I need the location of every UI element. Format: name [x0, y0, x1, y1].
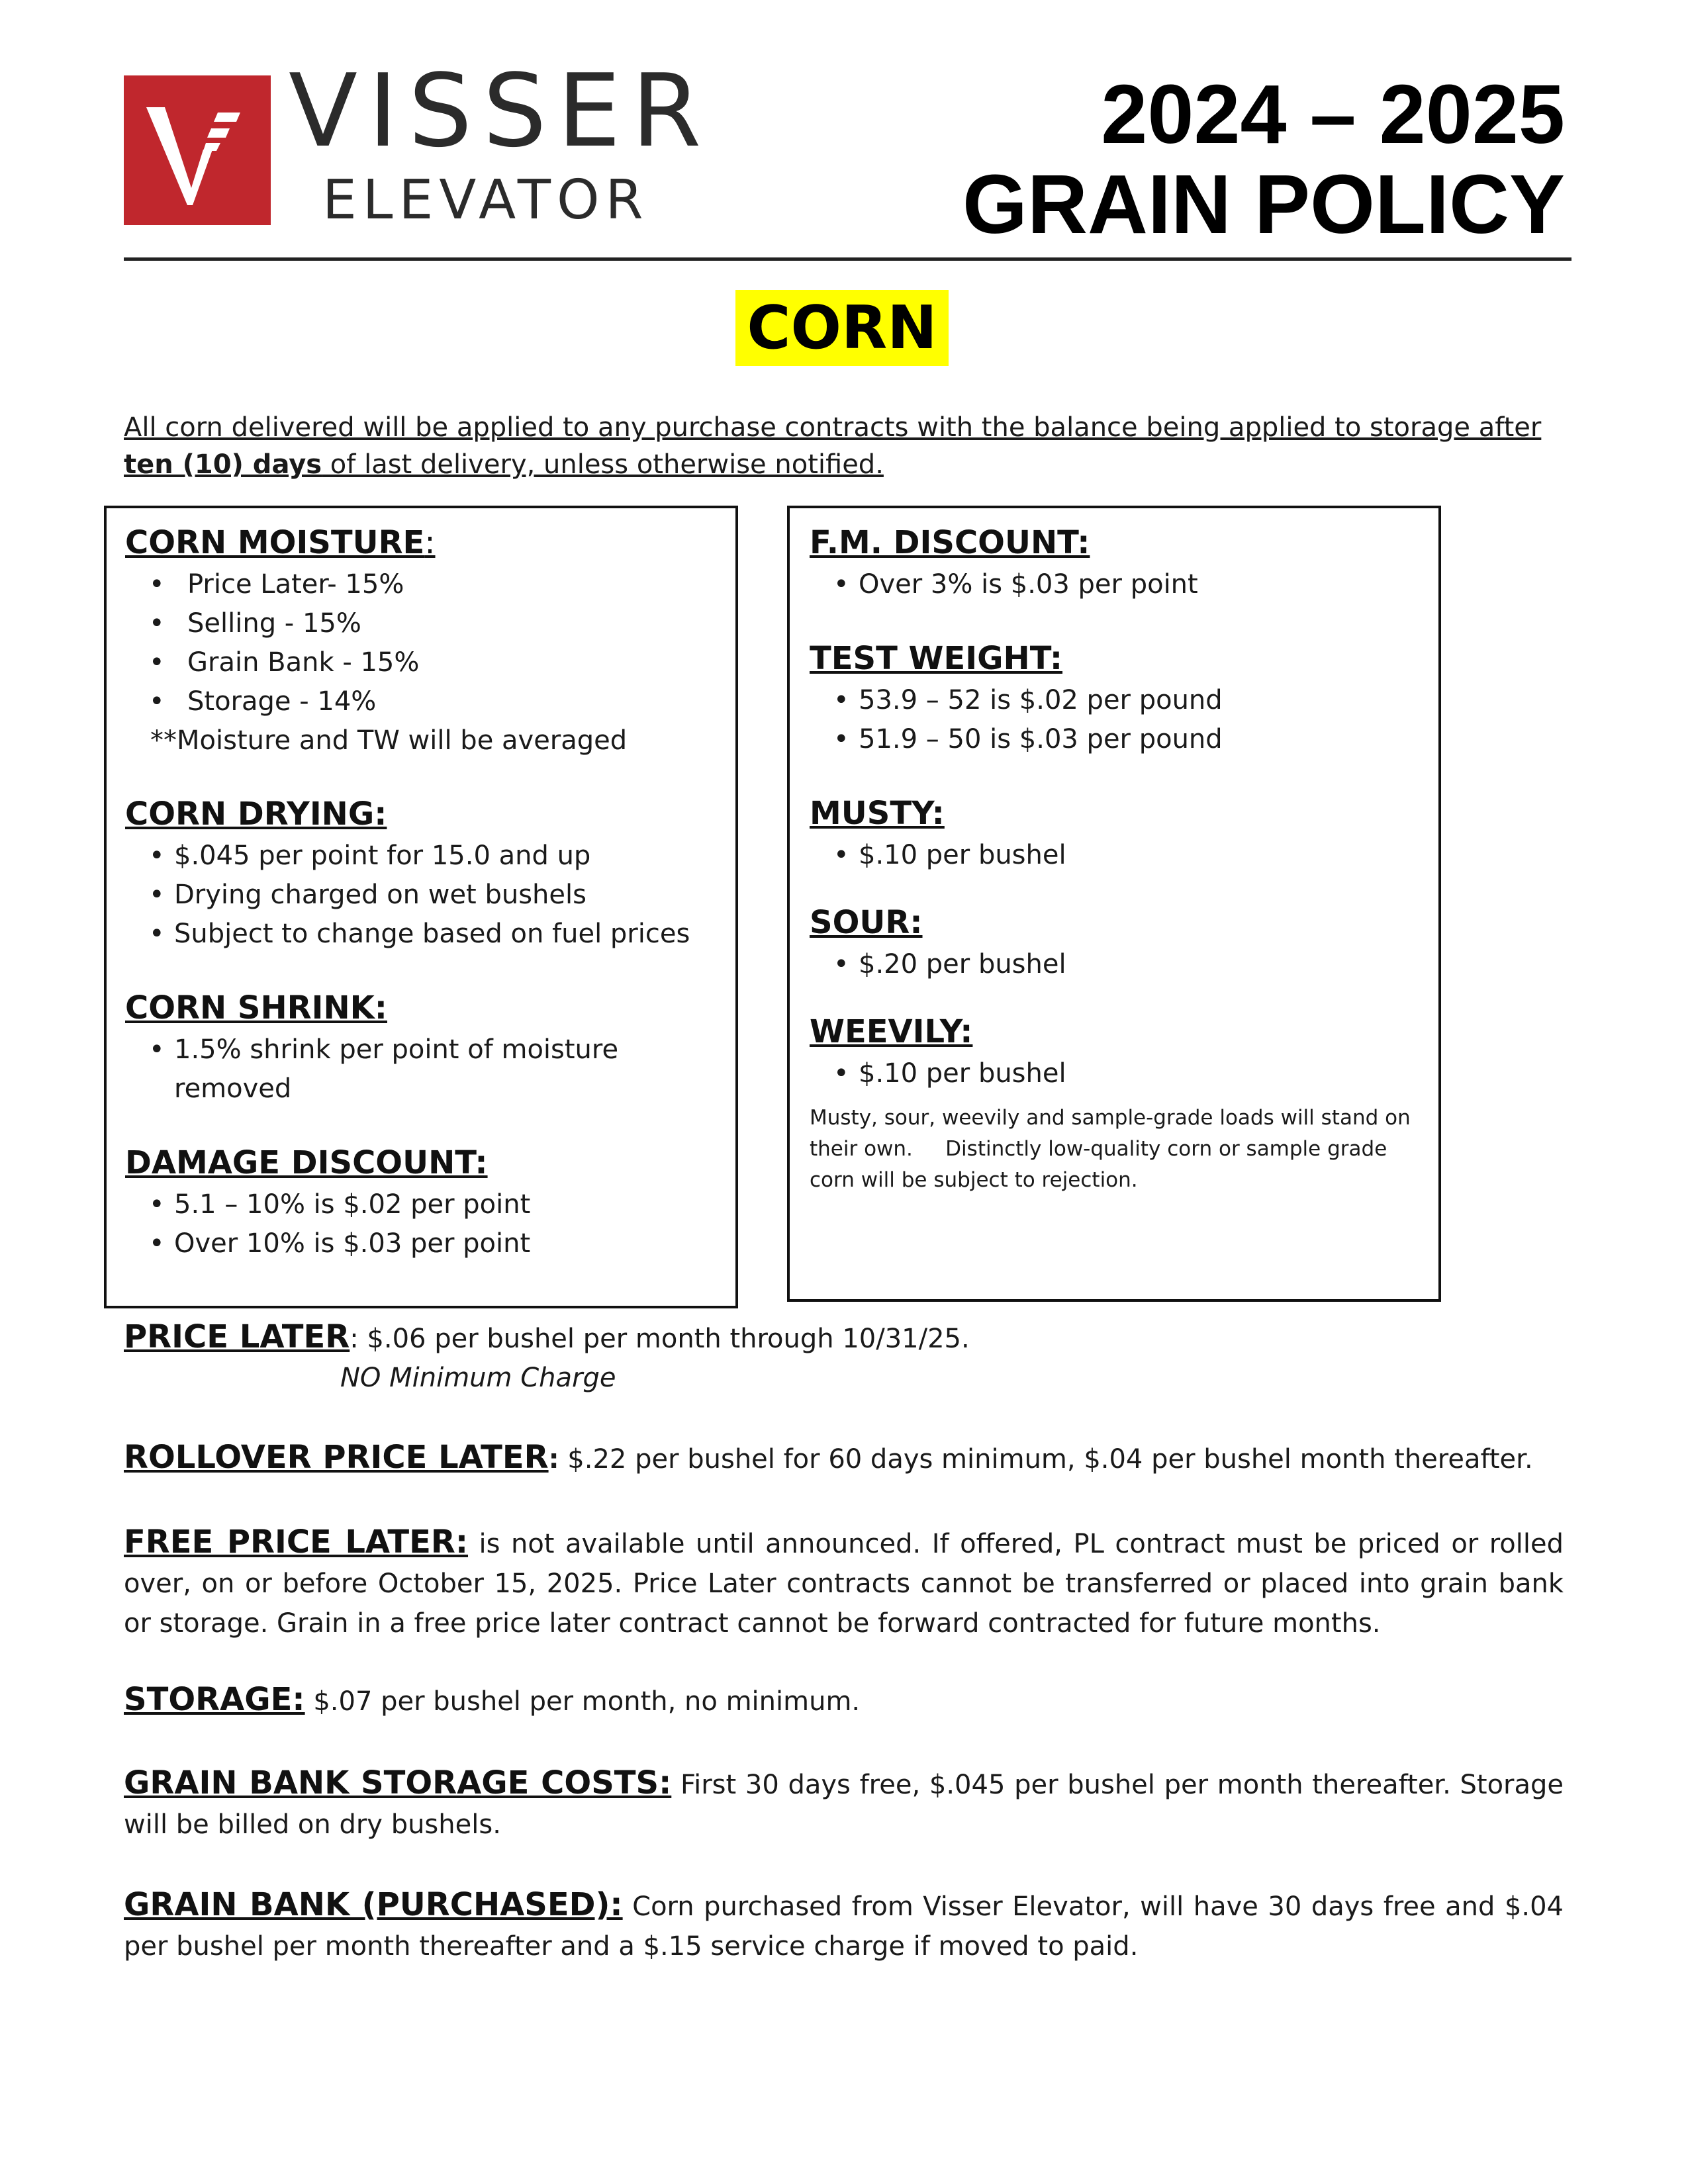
price-later-note: NO Minimum Charge [340, 1363, 616, 1393]
fm-discount-list [810, 565, 1419, 604]
corn-moisture-title: CORN MOISTURE [125, 524, 425, 561]
grain-bank-storage-title: GRAIN BANK STORAGE COSTS: [124, 1764, 672, 1801]
free-price-later-title: FREE PRICE LATER: [124, 1524, 469, 1561]
intro-text-1: All corn delivered will be applied to any purchase contracts with the balance being applied to storage after [124, 412, 1542, 443]
storage-title: STORAGE: [124, 1681, 305, 1718]
damage-discount-list [125, 1185, 717, 1263]
musty-heading: MUSTY: [810, 795, 945, 832]
corn-moisture-colon: : [424, 524, 436, 561]
test-weight-heading: TEST WEIGHT: [810, 640, 1063, 677]
title-year: 2024 – 2025 [1101, 68, 1565, 161]
sour-heading: SOUR: [810, 904, 923, 941]
list-item: • Grain Bank - 15% [149, 643, 717, 682]
corn-moisture-heading [125, 523, 717, 563]
left-discount-box [104, 506, 738, 1308]
grain-bank-purchased-text: Corn purchased from Visser Elevator, will have 30 days free and $.04 per bushel per month thereafter and a $.15 service charge if moved to paid. [124, 1891, 1564, 1962]
logo-mark [124, 75, 271, 225]
price-later-section [124, 1317, 1564, 1359]
title-policy: GRAIN POLICY [962, 158, 1565, 251]
grain-bank-purchased-title: GRAIN BANK (PURCHASED): [124, 1886, 623, 1923]
list-item: • Drying charged on wet bushels [149, 876, 717, 915]
musty-list [810, 836, 1419, 875]
grain-bank-purchased-section [124, 1885, 1564, 1966]
list-item: • Subject to change based on fuel prices [149, 915, 717, 954]
price-later-text: $.06 per bushel per month through 10/31/25. [358, 1324, 970, 1354]
quality-note: Musty, sour, weevily and sample-grade loads will stand on their own. Distinctly low-quality corn or sample grade corn will be subject to rejection. [810, 1106, 1417, 1192]
right-discount-box [787, 506, 1441, 1302]
v-logo-icon [124, 75, 271, 225]
grain-bank-storage-text: First 30 days free, $.045 per bushel per month thereafter. Storage will be billed on dry bushels. [124, 1770, 1564, 1840]
list-item: • Over 3% is $.03 per point [833, 565, 1419, 604]
storage-text: $.07 per bushel per month, no minimum. [305, 1686, 861, 1717]
list-item: • Selling - 15% [149, 604, 717, 643]
sour-list [810, 945, 1419, 984]
damage-discount-heading: DAMAGE DISCOUNT: [125, 1144, 488, 1181]
list-item: • 5.1 – 10% is $.02 per point [149, 1185, 717, 1224]
corn-drying-list [125, 837, 717, 954]
list-item: • 53.9 – 52 is $.02 per pound [833, 681, 1419, 720]
rollover-text: $.22 per bushel for 60 days minimum, $.04 per bushel month thereafter. [559, 1444, 1533, 1475]
list-item: • Over 10% is $.03 per point [149, 1224, 717, 1263]
rollover-section [124, 1437, 1564, 1479]
logo-word-visser: VISSER [289, 52, 712, 169]
rollover-colon: : [548, 1444, 559, 1475]
weevily-list [810, 1054, 1419, 1093]
corn-shrink-heading: CORN SHRINK: [125, 989, 387, 1026]
test-weight-list [810, 681, 1419, 759]
list-item: • Price Later- 15% [149, 565, 717, 604]
corn-moisture-list [125, 565, 717, 721]
intro-bold: ten (10) days [124, 449, 322, 480]
corn-drying-heading: CORN DRYING: [125, 796, 387, 833]
list-item: • 51.9 – 50 is $.03 per pound [833, 720, 1419, 759]
price-later-title: PRICE LATER [124, 1318, 350, 1355]
header-divider [124, 257, 1571, 261]
list-item: • Storage - 14% [149, 682, 717, 721]
storage-section [124, 1680, 1564, 1721]
price-later-colon: : [350, 1324, 359, 1354]
fm-discount-heading: F.M. DISCOUNT: [810, 524, 1090, 561]
list-item: • $.10 per bushel [833, 836, 1419, 875]
list-item: • $.045 per point for 15.0 and up [149, 837, 717, 876]
rollover-title: ROLLOVER PRICE LATER [124, 1439, 549, 1476]
corn-heading: CORN [735, 290, 949, 366]
moisture-note: **Moisture and TW will be averaged [150, 725, 628, 756]
list-item: • 1.5% shrink per point of moisture removed [149, 1030, 717, 1109]
intro-paragraph [124, 409, 1564, 483]
intro-text-2: of last delivery, unless otherwise notified. [322, 449, 884, 480]
free-price-later-text: is not available until announced. If offered, PL contract must be priced or rolled over, on or before October 15, 2025. Price Later contracts cannot be transferred or placed into grain bank or storage. Grain in a free price later contract cannot be forward contracted for future months. [124, 1529, 1564, 1639]
grain-bank-storage-section [124, 1763, 1564, 1844]
list-item: • $.10 per bushel [833, 1054, 1419, 1093]
corn-shrink-list [125, 1030, 717, 1109]
weevily-heading: WEEVILY: [810, 1013, 973, 1050]
logo-word-elevator: ELEVATOR [322, 169, 649, 232]
list-item: • $.20 per bushel [833, 945, 1419, 984]
free-price-later-section [124, 1522, 1564, 1643]
